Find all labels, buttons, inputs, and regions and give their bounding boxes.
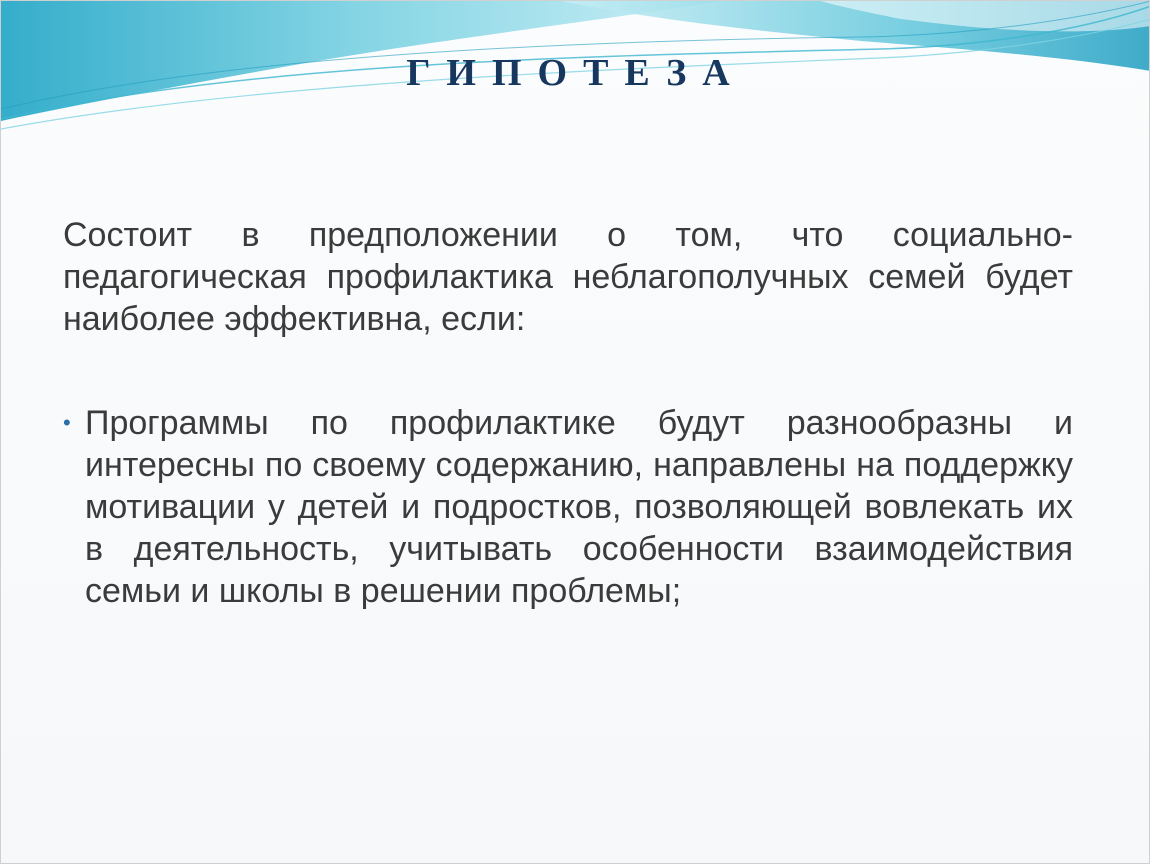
slide-body: [63, 214, 1073, 612]
intro-paragraph: Состоит в предположении о том, что социально-педагогическая профилактика неблагополучных семей будет наиболее эффективна, если:: [63, 216, 1073, 338]
bullet-dot-icon: •: [63, 410, 71, 435]
bullet-text: Программы по профилактике будут разнообразны и интересны по своему содержанию, направлены на поддержку мотивации у детей и подростков, позволяющей вовлекать их в деятельность, учитывать особенности взаимодействия семьи и школы в решении проблемы;: [85, 404, 1073, 610]
slide-title: ГИПОТЕЗА: [406, 52, 746, 94]
bullet-item: [63, 402, 1073, 612]
